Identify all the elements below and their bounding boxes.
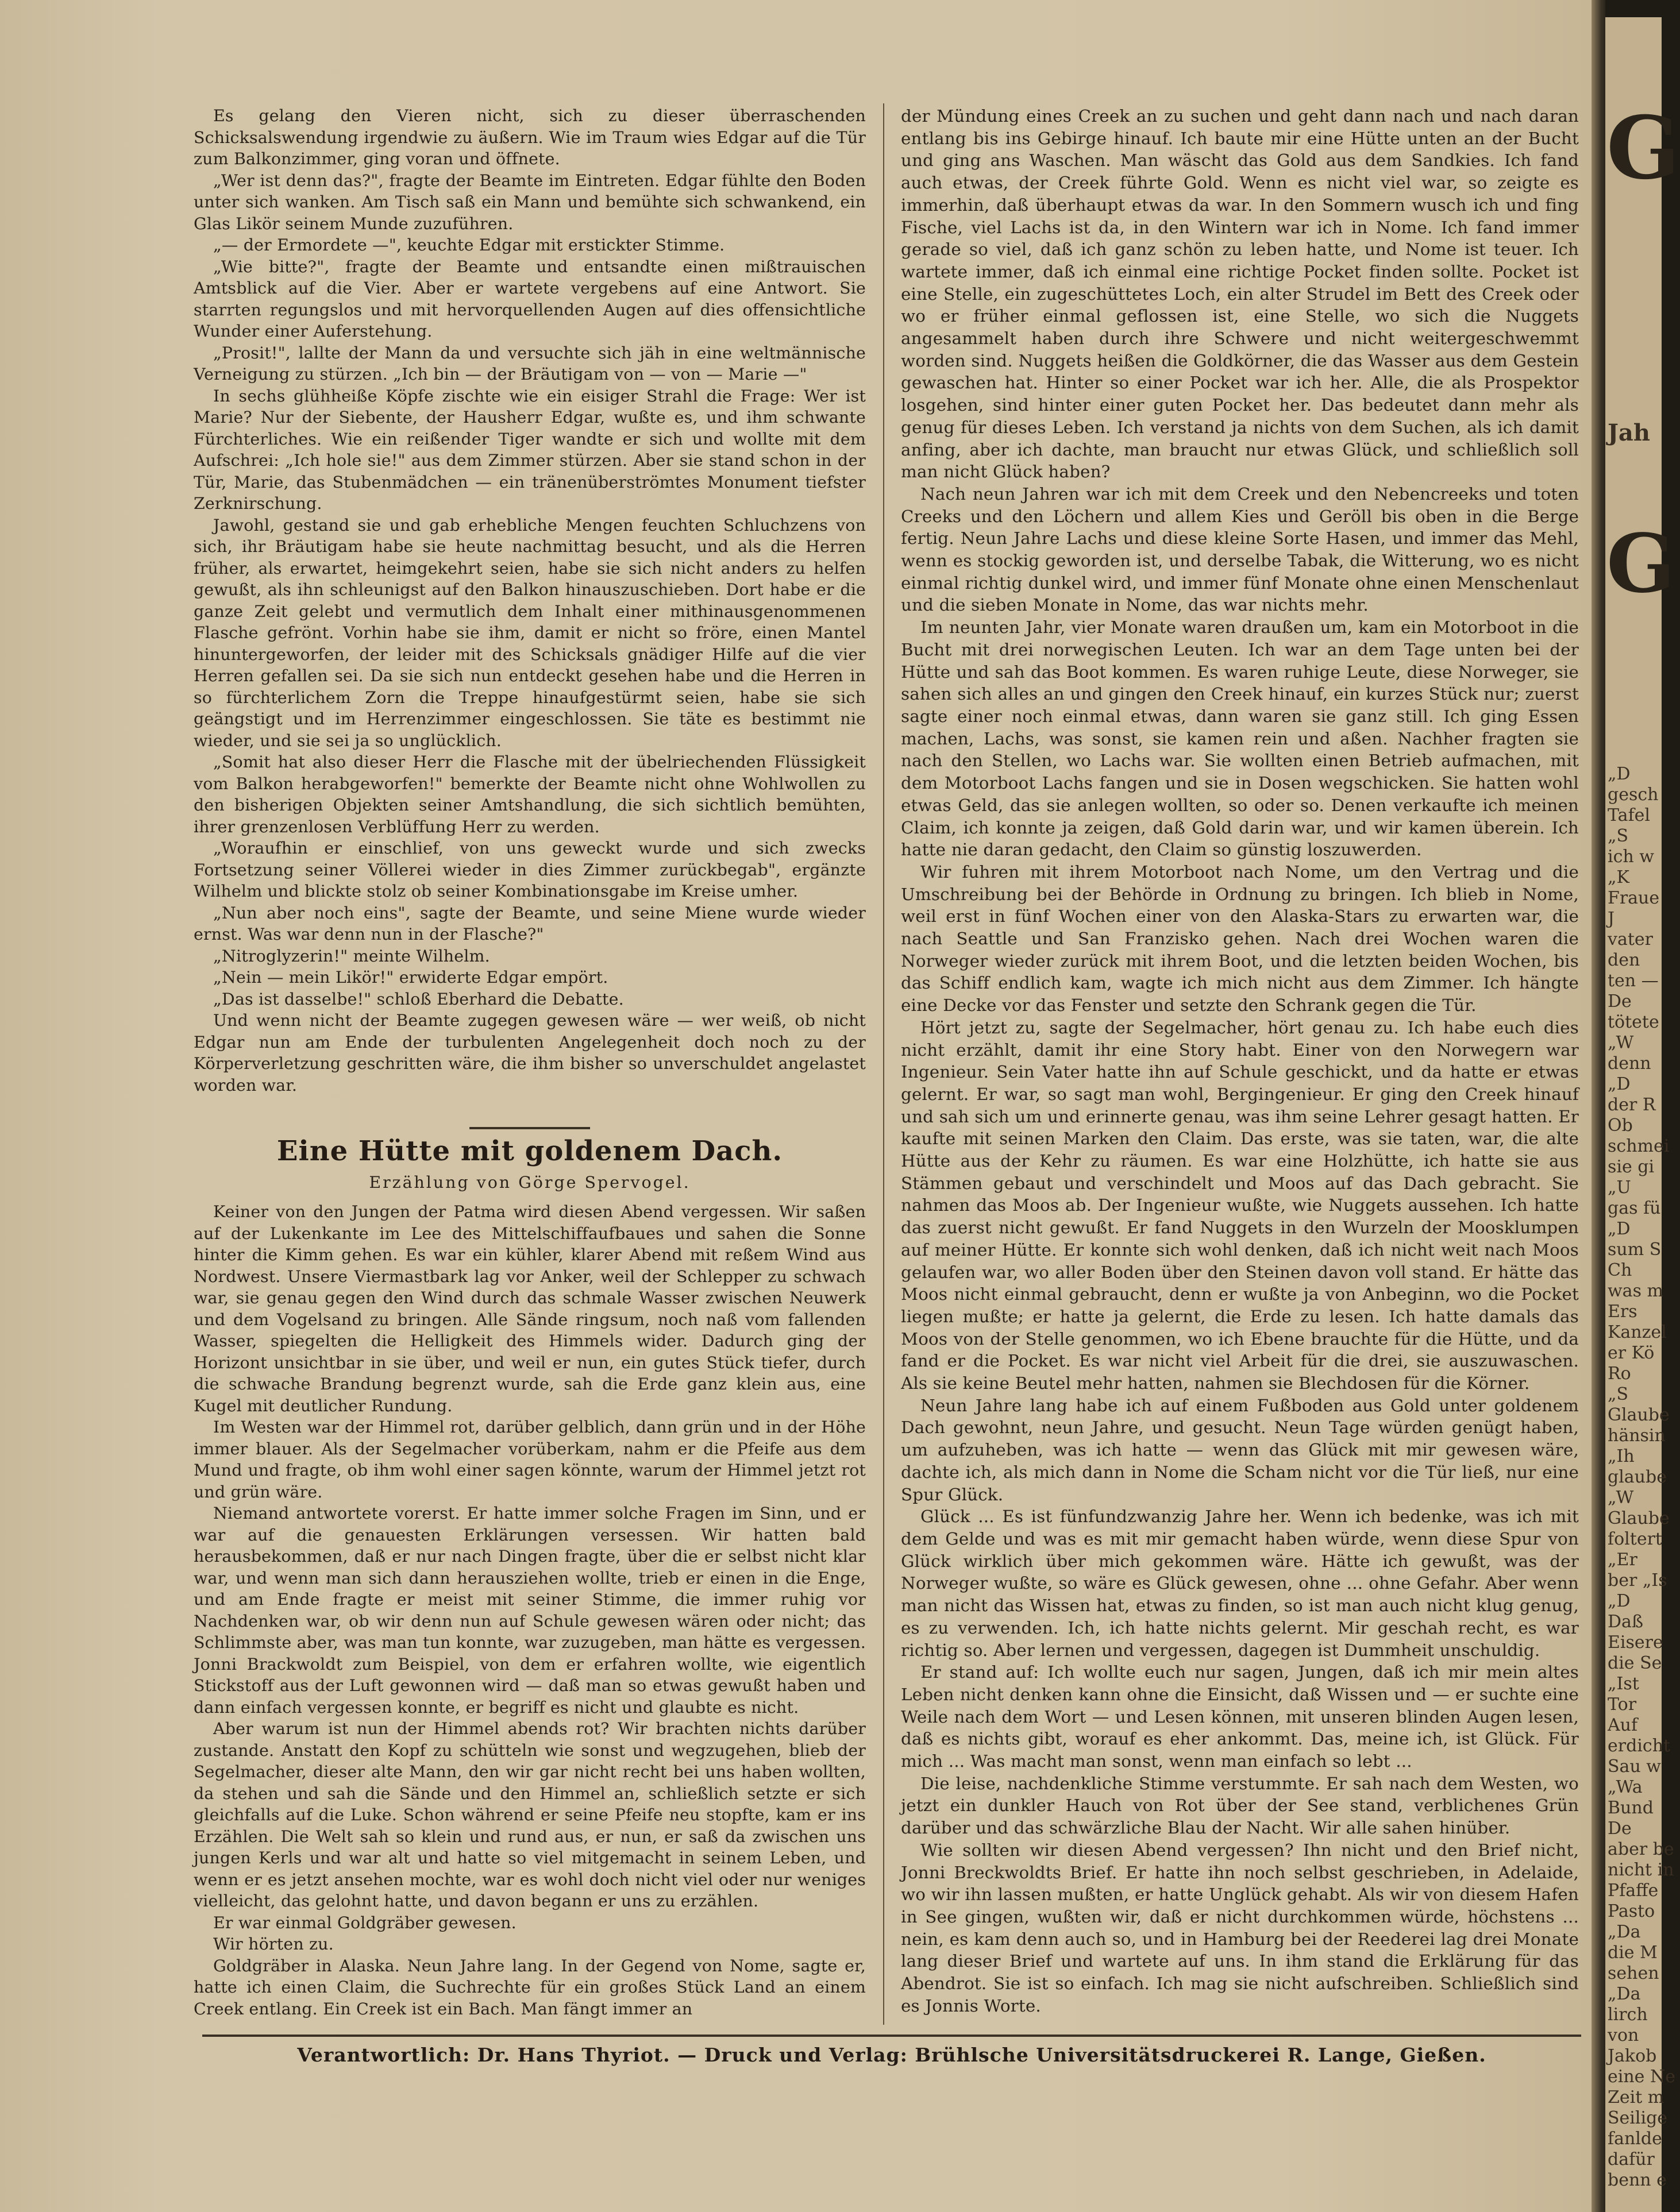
paragraph: „Das ist dasselbe!" schloß Eberhard die Debatte. — [213, 989, 624, 1009]
text-fragment: vater — [1608, 929, 1653, 949]
text-fragment: „D — [1608, 1074, 1631, 1094]
paragraph: Jawohl, gestand sie und gab erhebliche Mengen feuchten Schluchzens von sich, ihr Bräutigam habe sie heute nachmittag besucht, und als die Herren früher, als erwartet, heimgekehrt seien, habe sie sich nicht anders zu helfen gewußt, als ihn schleunigst auf den Balkon hinauszuschieben. Dort habe er die ganze Zeit gelebt und vermutlich dem Inhalt einer mithinausgenommenen Flasche gefrönt. Vorhin habe sie ihm, damit er nicht so fröre, einen Mantel hinuntergeworfen, der leider mit des Schicksals gnädiger Hilfe auf die vier Herren gefallen sei. Da sie sich nun entdeckt gesehen habe und die Herren in so fürchterlichem Zorn die Treppe hinaufgestürmt seien, habe sie sich geängstigt und im Herrenzimmer eingeschlossen. Sie täte es bestimmt nie wieder, und sie sei ja so unglücklich. — [194, 515, 866, 750]
paragraph: Glück ... Es ist fünfundzwanzig Jahre her. Wenn ich bedenke, was ich mit dem Gelde und was es mit mir gemacht haben würde, wenn diese Spur von Glück wirklich über mich gekommen wäre. Hätte ich gewußt, was der Norweger wußte, so wäre es Glück gewesen, ohne ... ohne Gefahr. Aber wenn man nicht das Wissen hat, etwas zu finden, so ist man auch nicht klug genug, es zu verwenden. Ich, ich hatte nichts gelernt. Mir geschah recht, es war richtig so. Aber lernen und vergessen, dagegen ist Dummheit unschuldig. — [901, 1507, 1579, 1660]
text-fragment: glaube — [1608, 1467, 1667, 1487]
text-fragment: die M — [1608, 1943, 1658, 1963]
paragraph: Es gelang den Vieren nicht, sich zu dieser überraschenden Schicksalswendung irgendwie zu äußern. Wie im Traum wies Edgar auf die Tür zum Balkonzimmer, ging voran und öffnete. — [194, 106, 866, 168]
paragraph: Wir fuhren mit ihrem Motorboot nach Nome, um den Vertrag und die Umschreibung bei der Behörde in Ordnung zu bringen. Ich blieb in Nome, weil erst in fünf Wochen einer von den Alaska-Stars zu erwarten war, die nach Seattle und San Franzisko gehen. Nach drei Wochen waren die Norweger wieder zurück mit ihrem Boot, und die letzten beiden Wochen, bis das Schiff endlich kam, wagte ich mich nicht aus dem Zimmer. Ich hängte eine Decke vor das Fenster und setzte den Schrank gegen die Tür. — [901, 862, 1579, 1016]
text-fragment: aber be — [1608, 1839, 1674, 1859]
text-fragment: was m — [1608, 1281, 1663, 1301]
book-gutter — [1592, 0, 1605, 2212]
column-separator — [883, 103, 884, 2025]
section-divider — [469, 1127, 590, 1129]
paragraph: Hört jetzt zu, sagte der Segelmacher, hört genau zu. Ich habe euch dies nicht erzählt, damit ihr eine Story habt. Einer von den Norwegern war Ingenieur. Sein Vater hatte ihn auf Schule geschickt, und da hatte er etwas gelernt. Er war, so sagt man wohl, Bergingenieur. Er ging den Creek hinauf und sah sich um und erinnerte genau, was ihm seine Lehrer gesagt hatten. Er kaufte mit seinen Marken den Claim. Das erste, was sie taten, war, die alte Hütte aus der Kehr zu räumen. Es war eine Holzhütte, ich hatte sie aus Stämmen gebaut und verschindelt und Moos auf das Dach gebracht. Sie nahmen das Moos ab. Der Ingenieur wußte, wie Nuggets aussehen. Ich hatte das zuerst nicht gewußt. Er fand Nuggets in den Wurzeln der Moosklumpen auf meiner Hütte. Er konnte sich wohl denken, daß ich nicht weit nach Moos gelaufen war, wo aller Boden über den Steinen davon voll stand. Er hätte das Moos nicht einmal gebraucht, denn er wußte ja von Anbeginn, wo die Pocket liegen mußte; er hatte ja gelernt, die Erde zu lesen. Ich hatte damals das Moos von der Stelle genommen, wo ich Ebene brauchte für die Hütte, und da fand er die Pocket. Es war nicht viel Arbeit für die drei, sie auszuwaschen. Als sie keine Beutel mehr hatten, nahmen sie Blechdosen für die Körner. — [901, 1017, 1579, 1393]
heading-fragment: G — [1606, 517, 1675, 611]
paragraph: Goldgräber in Alaska. Neun Jahre lang. In der Gegend von Nome, sagte er, hatte ich einen Claim, die Suchrechte für ein großes Stück Land an einem Creek entlang. Ein Creek ist ein Bach. Man fängt immer an — [194, 1956, 866, 2018]
text-fragment: schmei — [1608, 1136, 1670, 1156]
text-fragment: Fraue — [1608, 888, 1660, 908]
text-fragment: denn — [1608, 1053, 1651, 1074]
paragraph: Wie sollten wir diesen Abend vergessen? Ihn nicht und den Brief nicht, Jonni Breckwoldts Brief. Er hatte ihn noch selbst geschrieben, in Adelaide, wo wir ihn lassen mußten, er hatte Unglück gehabt. Als wir von diesem Hafen in See gingen, wußten wir, daß er nicht durchkommen würde, höchstens ... nein, es kam denn auch so, und in Hamburg bei der Reederei lag drei Monate lang dieser Brief und wartete auf uns. In ihm stand die Erklärung für das Abendrot. Sie ist so einfach. Ich mag sie nicht aufschreiben. Schließlich sind es Jonnis Worte. — [901, 1840, 1579, 2016]
text-fragment: gesch — [1608, 785, 1659, 805]
paragraph: Nach neun Jahren war ich mit dem Creek und den Nebencreeks und toten Creeks und den Löchern und allem Kies und Geröll bis oben in die Berge fertig. Neun Jahre Lachs und diese kleine Sorte Hasen, und immer das Mehl, wenn es stockig geworden ist, und derselbe Tabak, die Witterung, wo es nicht einmal richtig dunkel wird, und immer fünf Monate ohne einen Menschenlaut und die sieben Monate in Nome, das war nichts mehr. — [901, 484, 1579, 615]
text-fragment: Ch — [1608, 1260, 1632, 1280]
text-fragment: „Da — [1608, 1922, 1641, 1942]
story-title: Eine Hütte mit goldenem Dach. — [276, 1135, 783, 1167]
paragraph: „Somit hat also dieser Herr die Flasche mit der übelriechenden Flüssigkeit vom Balkon herabgeworfen!" bemerkte der Beamte nicht ohne Wohlwollen zu den bisherigen Objekten seiner Amtshandlung, die sich sichtlich bemühten, ihrer grenzenlosen Verblüffung Herr zu werden. — [194, 752, 866, 836]
paragraph: Im neunten Jahr, vier Monate waren draußen um, kam ein Motorboot in die Bucht mit drei norwegischen Leuten. Ich war an dem Tage unten bei der Hütte und sah das Boot kommen. Es waren ruhige Leute, diese Norweger, sie sahen sich alles an und gingen den Creek hinauf, ein kurzes Stück nur; zuerst sagte einer noch einmal etwas, dann waren sie ganz still. Ich ging Essen machen, Lachs, was sonst, sie kamen rein und aßen. Nachher fragten sie nach den Stellen, wo Lachs war. Sie wollten einen Betrieb aufmachen, mit dem Motorboot Lachs fangen und sie in Dosen wegschicken. Sie hatten wohl etwas Geld, das sie anlegen wollten, so oder so. Denen verkaufte ich meinen Claim, ich konnte ja zeigen, daß Gold darin war, und wir kamen überein. Ich hatte nie daran gedacht, den Claim so günstig loszuwerden. — [901, 617, 1579, 860]
text-fragment: Pasto — [1608, 1901, 1655, 1921]
text-fragment: De — [1608, 991, 1632, 1012]
paragraph: „Wie bitte?", fragte der Beamte und entsandte einen mißtrauischen Amtsblick auf die Vier. Aber er wartete vergebens auf eine Antwort. Sie starrten regungslos und mit hervorquellenden Augen auf dies offensichtliche Wunder einer Auferstehung. — [194, 257, 866, 341]
story-byline: Erzählung von Görge Spervogel. — [369, 1172, 691, 1192]
text-fragment: lirch — [1608, 2005, 1648, 2025]
text-fragment: „Da — [1608, 1984, 1641, 2004]
paragraph: In sechs glühheiße Köpfe zischte wie ein eisiger Strahl die Frage: Wer ist Marie? Nur der Siebente, der Hausherr Edgar, wußte es, und ihm schwante Fürchterliches. Wie ein reißender Tiger wandte er sich und wollte mit dem Aufschrei: „Ich hole sie!" aus dem Zimmer stürzen. Aber sie stand schon in der Tür, Marie, das Stubenmädchen — ein tränenüberströmtes Monument tiefster Zerknirschung. — [194, 386, 866, 513]
text-fragment: „D — [1608, 764, 1631, 784]
paragraph: Und wenn nicht der Beamte zugegen gewesen wäre — wer weiß, ob nicht Edgar nun am Ende der turbulenten Angelegenheit doch noch zu der Körperverletzung geschritten wäre, die ihm bisher so unverschuldet angelastet worden war. — [194, 1011, 866, 1095]
text-fragment: Eisere — [1608, 1632, 1663, 1653]
paragraph: „Nitroglyzerin!" meinte Wilhelm. — [213, 946, 490, 966]
paragraph: „Woraufhin er einschlief, von uns geweckt wurde und sich zwecks Fortsetzung seiner Völlerei wieder in dies Zimmer zurückbegab", ergänzte Wilhelm und blickte stolz ob seiner Kombinationsgabe im Kreise umher. — [194, 839, 866, 901]
text-fragment: fanlde — [1608, 2129, 1662, 2149]
text-fragment: Tafel — [1608, 805, 1651, 825]
text-fragment: „Er — [1608, 1550, 1637, 1570]
left-column — [194, 105, 866, 2020]
text-fragment: Jah — [1608, 419, 1650, 446]
column-continuation: der Mündung eines Creek an zu suchen und geht dann nach und nach daran entlang bis ins Gebirge hinauf. Ich baute mir eine Hütte unten an der Bucht und ging ans Waschen. Man wäscht das Gold aus dem Sandkies. Ich fand auch etwas, der Creek führte Gold. Wenn es nicht viel war, so zeigte es immerhin, daß überhaupt etwas da war. In den Sommern wusch ich und fing Fische, viel Lachs ist da, in den Wintern war ich in Nome. Ich fand immer gerade so viel, daß ich ganz schön zu leben hatte, und Nome ist teuer. Ich wartete immer, daß ich einmal eine richtige Pocket finden sollte. Pocket ist eine Stelle, ein zugeschüttetes Loch, ein alter Strudel im Bett des Creek oder wo er früher einmal geflossen ist, eine Stelle, wo sich die Nuggets angesammelt haben durch ihre Schwere und nicht weitergeschwemmt worden sind. Nuggets heißen die Goldkörner, die das Wasser aus dem Gestein gewaschen hat. Hinter so einer Pocket war ich her. Alle, die als Prospektor losgehen, sind hinter einer guten Pocket her. Das bedeutet dann mehr als genug für dieses Leben. Ich verstand ja nichts von dem Suchen, als ich damit anfing, aber ich dachte, man braucht nur etwas Glück, und schließlich soll man nicht Glück haben? — [901, 106, 1579, 482]
text-fragment: nicht in — [1608, 1860, 1674, 1880]
text-fragment: „D — [1608, 1591, 1631, 1611]
text-fragment: von — [1608, 2025, 1639, 2045]
paragraph: „Nun aber noch eins", sagte der Beamte, und seine Miene wurde wieder ernst. Was war denn nun in der Flasche?" — [194, 903, 866, 944]
text-fragment: „W — [1608, 1033, 1634, 1053]
paragraph: Neun Jahre lang habe ich auf einem Fußboden aus Gold unter goldenem Dach gewohnt, neun Jahre, und gesucht. Neun Tage würden genügt haben, um aufzuheben, was ich hatte — wenn das Glück mit mir gewesen wäre, dachte ich, als mich dann in Nome die Scham nicht vor die Tür ließ, nur eine Spur Glück. — [901, 1395, 1579, 1504]
story-body-right — [901, 483, 1579, 2017]
text-fragment: Glaube — [1608, 1405, 1670, 1425]
text-fragment: „D — [1608, 1219, 1631, 1239]
text-fragment: „Ih — [1608, 1446, 1635, 1466]
text-fragment: Seilige — [1608, 2108, 1668, 2128]
paragraph: Niemand antwortete vorerst. Er hatte immer solche Fragen im Sinn, und er war auf die genauesten Erklärungen versessen. Wir hatten bald herausbekommen, daß er nur nach Dingen fragte, über die er selbst nicht klar war, und wenn man sich dann herausziehen wollte, trieb er einen in die Enge, und am Ende fragte er meist mit seiner Stimme, die immer ruhig vor Nachdenken war, ob wir denn nun auf Schule gewesen wären oder nicht; das Schlimmste aber, was man tun konnte, war zuzugeben, man hätte es vergessen. Jonni Brackwoldt zum Beispiel, von dem er erfahren wollte, wie eigentlich Stickstoff aus der Luft gewonnen wird — daß man so etwas gewußt haben und dann einfach vergessen konnte, er begriff es nicht und glaubte es nicht. — [194, 1504, 866, 1717]
text-fragment: „U — [1608, 1178, 1631, 1198]
text-fragment: den — [1608, 950, 1640, 970]
text-fragment: „Ist — [1608, 1674, 1639, 1694]
adjacent-page-edge — [1605, 17, 1680, 2212]
text-fragment: hänsin — [1608, 1426, 1666, 1446]
footer-rule — [202, 2035, 1581, 2037]
text-fragment: „Wa — [1608, 1777, 1643, 1797]
text-fragment: ich w — [1608, 847, 1654, 867]
text-fragment: Ro — [1608, 1364, 1631, 1384]
paragraph: Er war einmal Goldgräber gewesen. — [213, 1913, 517, 1932]
text-fragment: Jakob — [1608, 2046, 1657, 2066]
paragraph: Aber warum ist nun der Himmel abends rot? Wir brachten nichts darüber zustande. Anstatt den Kopf zu schütteln wie sonst und wegzugehen, blieb der Segelmacher, dieser alte Mann, den wir gar nicht recht bei uns haben wollten, da stehen und sah die Sände und den Himmel an, schließlich setzte er sich gleichfalls auf die Luke. Schon während er seine Pfeife neu stopfte, kam er ins Erzählen. Die Welt sah so klein und rund aus, er nun, er saß da zwischen uns jungen Kerls und war alt und hatte so viel mitgemacht in seinem Leben, und wenn er es jetzt ansehen mochte, war es wohl doch nicht viel oder nur weniges vielleicht, das gelohnt hatte, und davon begann er uns zu erzählen. — [194, 1719, 866, 1910]
text-fragment: Kanzel — [1608, 1322, 1667, 1342]
masthead-fragment: G — [1606, 98, 1680, 199]
paragraph: Keiner von den Jungen der Patma wird diesen Abend vergessen. Wir saßen auf der Lukenkante im Lee des Mittelschiffaufbaues und sahen die Sonne hinter die Kimm gehen. Es war ein kühler, klarer Abend mit reßem Wind aus Nordwest. Unsere Viermastbark lag vor Anker, weil der Schlepper zu schwach war, sie genau gegen den Wind durch das schmale Wasser zwischen Neuwerk und dem Vogelsand zu bringen. Alle Sände ringsum, noch naß vom fallenden Wasser, spiegelten die Helligkeit des Himmels wider. Dadurch ging der Horizont unsichtbar in sie über, und weil er nun, ein gutes Stück tiefer, durch die schwache Brandung begrenzt wurde, sah die Erde ganz klein aus, eine Kugel mit deutlicher Rundung. — [194, 1202, 866, 1415]
text-fragment: „S — [1608, 826, 1629, 846]
paragraph: Wir hörten zu. — [213, 1935, 334, 1954]
text-fragment: tötete — [1608, 1012, 1659, 1032]
text-fragment: gas fü — [1608, 1198, 1661, 1218]
text-fragment: ber „Is — [1608, 1570, 1667, 1591]
text-fragment: die Se — [1608, 1653, 1662, 1673]
text-fragment: erdicht — [1608, 1736, 1671, 1756]
paragraph: „Wer ist denn das?", fragte der Beamte im Eintreten. Edgar fühlte den Boden unter sich wanken. Am Tisch saß ein Mann und bemühte sich schwankend, ein Glas Likör seinem Munde zuzuführen. — [194, 171, 866, 233]
text-fragment: sum S — [1608, 1240, 1662, 1260]
right-column — [901, 105, 1579, 2017]
text-fragment: Auf — [1608, 1715, 1638, 1735]
text-fragment: dafür — [1608, 2149, 1655, 2169]
text-fragment: Zeit m — [1608, 2087, 1664, 2107]
text-fragment: Sau w — [1608, 1757, 1661, 1777]
text-fragment: J — [1608, 909, 1615, 929]
text-fragment: „S — [1608, 1384, 1629, 1404]
text-fragment: Glaube — [1608, 1508, 1670, 1528]
text-fragment: foltert — [1608, 1529, 1662, 1549]
story-continuation — [194, 105, 866, 1096]
paragraph: „Nein — mein Likör!" erwiderte Edgar empört. — [213, 968, 608, 987]
text-fragment: Pfaffe — [1608, 1881, 1659, 1901]
paragraph: „— der Ermordete —", keuchte Edgar mit erstickter Stimme. — [213, 236, 725, 254]
text-fragment: De — [1608, 1819, 1632, 1839]
paragraph: „Prosit!", lallte der Mann da und versuchte sich jäh in eine weltmännische Verneigung zu stürzen. „Ich bin — der Bräutigam von — von — Marie —" — [194, 343, 866, 384]
text-fragment: Ob — [1608, 1115, 1633, 1136]
text-fragment: eine Ne — [1608, 2067, 1675, 2087]
paragraph: Er stand auf: Ich wollte euch nur sagen, Jungen, daß ich mir mein altes Leben nicht denken kann ohne die Einsicht, daß Wissen und — er suchte eine Weile nach dem Wort — und Lesen können, mit unseren blinden Augen lesen, daß es nichts gibt, worauf es eher ankommt. Das, meine ich, ist Glück. Für mich ... Was macht man sonst, wenn man einfach so lebt ... — [901, 1662, 1579, 1771]
paragraph: Die leise, nachdenkliche Stimme verstummte. Er sah nach dem Westen, wo jetzt ein dunkler Hauch von Rot über der See stand, verblichenes Grün darüber und das schwärzliche Blau der Nacht. Wir alle sahen hinüber. — [901, 1773, 1579, 1838]
text-fragment: sie gi — [1608, 1157, 1655, 1177]
imprint-line: Verantwortlich: Dr. Hans Thyriot. — Druck und Verlag: Brühlsche Universitätsdruckerei R. Lange, Gießen. — [297, 2044, 1486, 2066]
text-fragment: ten — — [1608, 971, 1659, 991]
text-fragment: der R — [1608, 1095, 1656, 1115]
text-fragment: „K — [1608, 867, 1629, 887]
text-fragment: Tor — [1608, 1694, 1637, 1715]
text-fragment: er Kö — [1608, 1343, 1655, 1363]
text-fragment: benn e — [1608, 2170, 1667, 2190]
paragraph: Im Westen war der Himmel rot, darüber gelblich, dann grün und in der Höhe immer blauer. Als der Segelmacher vorüberkam, nahm er die Pfeife aus dem Mund und fragte, ob ihm wohl einer sagen könnte, warum der Himmel jetzt rot und grün wäre. — [194, 1418, 866, 1501]
text-fragment: sehen — [1608, 1963, 1659, 1983]
story-body — [194, 1201, 866, 2020]
text-fragment: Ers — [1608, 1302, 1637, 1322]
text-fragment: Bund — [1608, 1798, 1654, 1818]
text-fragment: „W — [1608, 1488, 1634, 1508]
text-fragment: Daß — [1608, 1612, 1643, 1632]
